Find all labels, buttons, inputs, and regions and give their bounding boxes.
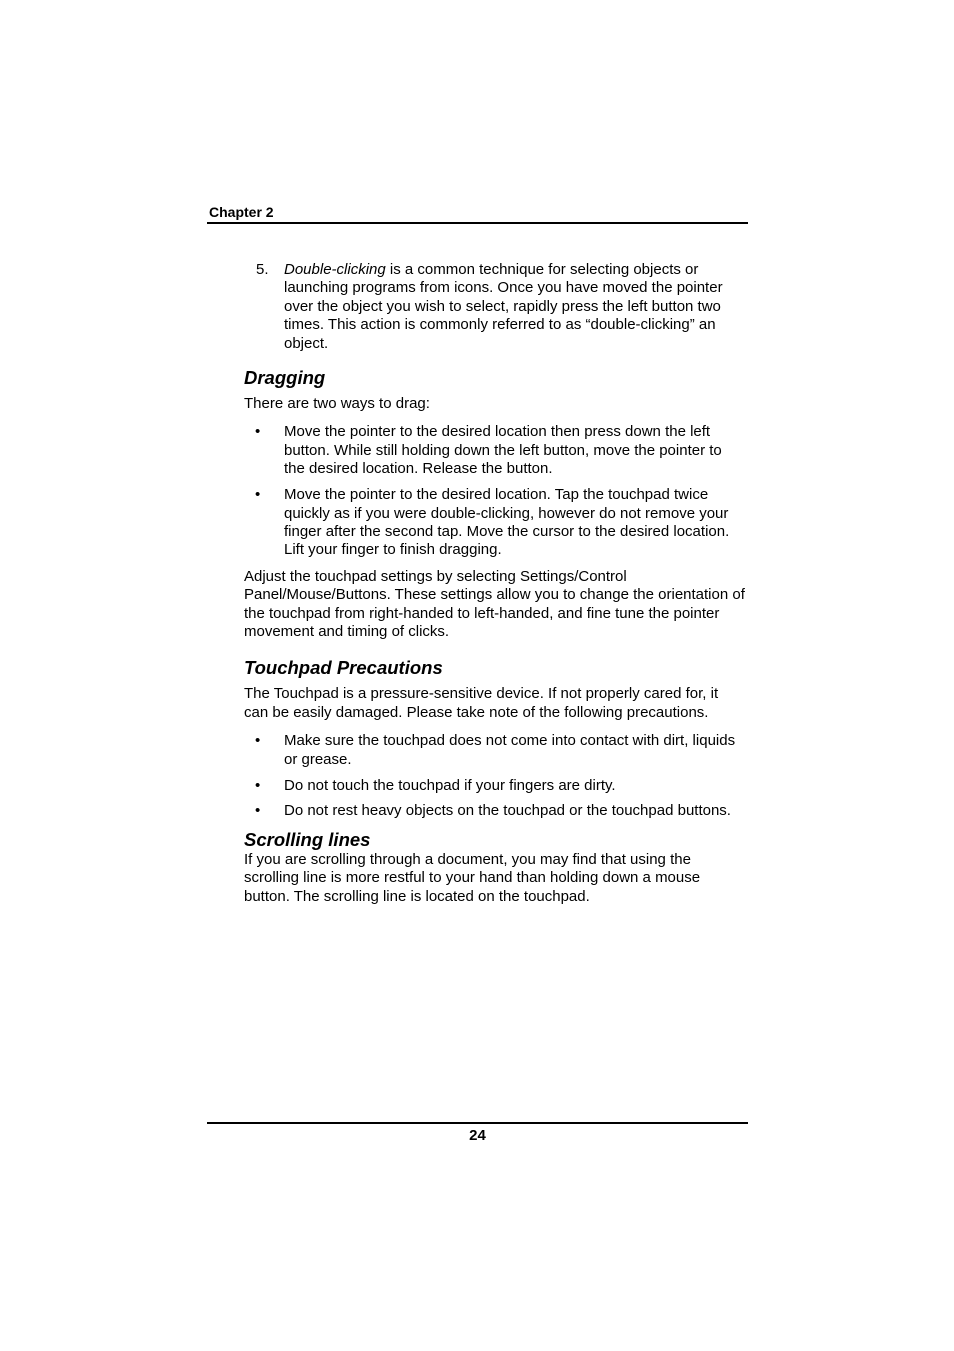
bullet-icon: • bbox=[255, 486, 261, 504]
list-item bbox=[244, 732, 746, 769]
page-content bbox=[244, 261, 746, 906]
list-item-number: 5. bbox=[256, 261, 269, 278]
list-item bbox=[244, 777, 746, 795]
precautions-intro: The Touchpad is a pressure-sensitive device. If not properly cared for, it can be easily damaged. Please take note of the following precautions. bbox=[244, 685, 719, 721]
list-item bbox=[244, 423, 746, 478]
list-item bbox=[244, 486, 746, 560]
bullet-icon: • bbox=[255, 732, 261, 750]
dragging-heading: Dragging bbox=[244, 367, 326, 389]
double-clicking-description: is a common technique for selecting objects or launching programs from icons. Once you have moved the pointer over the object you wish to select, rapidly press the left button two times. This action is commonly referred to as “double-clicking” an object. bbox=[284, 261, 723, 352]
touchpad-precautions-heading: Touchpad Precautions bbox=[244, 657, 443, 679]
bullet-icon: • bbox=[255, 802, 261, 820]
scrolling-lines-text: If you are scrolling through a document, you may find that using the scrolling line is more restful to your hand than holding down a mouse button. The scrolling line is located on the touchpad. bbox=[244, 850, 701, 905]
bullet-text: Move the pointer to the desired location then press down the left button. While still holding down the left button, move the pointer to the desired location. Release the button. bbox=[284, 423, 722, 478]
chapter-label: Chapter 2 bbox=[209, 204, 274, 220]
bullet-icon: • bbox=[255, 776, 261, 794]
precautions-bullet-list bbox=[244, 732, 746, 821]
page-number: 24 bbox=[469, 1127, 486, 1144]
bullet-text: Do not touch the touchpad if your fingers are dirty. bbox=[284, 776, 616, 794]
scrolling-lines-heading: Scrolling lines bbox=[244, 828, 371, 850]
numbered-list-item bbox=[244, 261, 746, 353]
header-rule bbox=[207, 222, 748, 224]
bullet-text: Make sure the touchpad does not come into contact with dirt, liquids or grease. bbox=[284, 732, 736, 768]
bullet-icon: • bbox=[255, 423, 261, 441]
dragging-intro: There are two ways to drag: bbox=[244, 395, 430, 413]
double-clicking-term: Double-clicking bbox=[284, 261, 386, 278]
bullet-text: Move the pointer to the desired location. Tap the touchpad twice quickly as if you were double-clicking, however do not remove your finger after the second tap. Move the cursor to the desired location. Lift your finger to finish dragging. bbox=[284, 486, 730, 559]
touchpad-settings-note: Adjust the touchpad settings by selecting Settings/Control Panel/Mouse/Buttons. These settings allow you to change the orientation of the touchpad from right-handed to left-handed, and fine tune the pointer movement and timing of clicks. bbox=[244, 567, 745, 640]
footer-rule bbox=[207, 1122, 748, 1124]
bullet-text: Do not rest heavy objects on the touchpad or the touchpad buttons. bbox=[284, 802, 731, 820]
dragging-bullet-list bbox=[244, 423, 746, 559]
list-item bbox=[244, 802, 746, 820]
